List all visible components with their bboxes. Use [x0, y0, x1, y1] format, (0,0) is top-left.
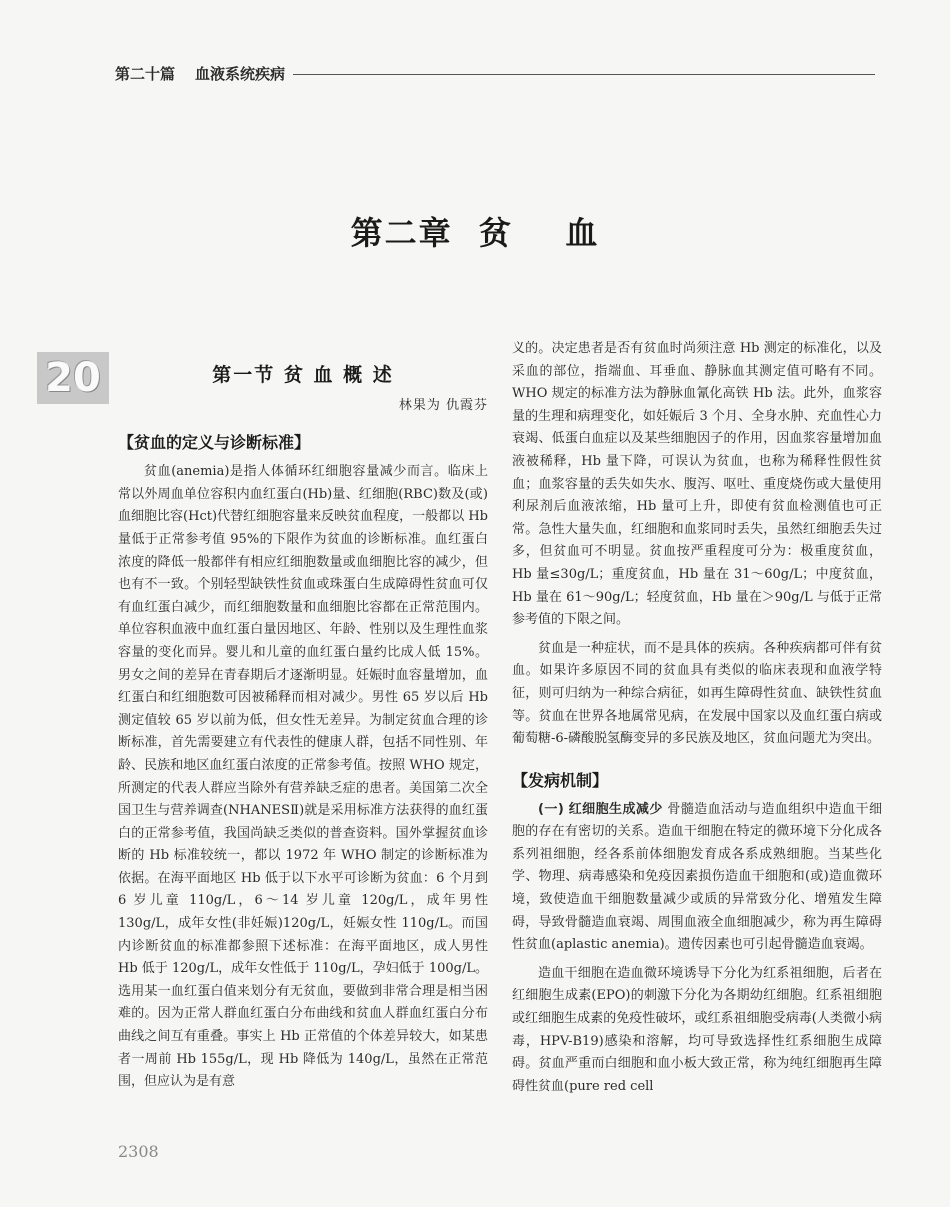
definition-continued-paragraph: 义的。决定患者是否有贫血时尚须注意 Hb 测定的标准化，以及采血的部位，指端血、耳垂血、静脉血其测定值可略有不同。WHO 规定的标准方法为静脉血氰化高铁 Hb 法。此外，血浆容量的生理和病理变化，如妊娠后 3 个月、全身水肿、充血性心力衰竭、低蛋白血症以及某些细胞因子的作用，因血浆容量增加血液被稀释，Hb 量下降，可误认为贫血，也称为稀释性假性贫血；血浆容量的丢失如失水、腹泻、呕吐、重度烧伤或大量使用利尿剂后血液浓缩，Hb 量可上升，即使有贫血检测值也可正常。急性大量失血，红细胞和血浆同时丢失，虽然红细胞丢失过多，但贫血可不明显。贫血按严重程度可分为：极重度贫血，Hb 量≤30g/L；重度贫血，Hb 量在 31～60g/L；中度贫血，Hb 量在 61～90g/L；轻度贫血，Hb 量在＞90g/L 与低于正常参考值的下限之间。 [512, 341, 882, 628]
chapter-number-tab [37, 352, 109, 404]
left-column [118, 338, 488, 1100]
mechanism-paragraph-1-text: 骨髓造血活动与造血组织中造血干细胞的存在有密切的关系。造血干细胞在特定的微环境下分化成各系列祖细胞，经各系前体细胞发育成各系成熟细胞。当某些化学、物理、病毒感染和免疫因素损伤造血干细胞和(或)造血微环境，致使造血干细胞数量减少或质的异常致分化、增殖发生障碍，导致骨髓造血衰竭、周围血液全血细胞减少，称为再生障碍性贫血(aplastic anemia)。遗传因素也可引起骨髓造血衰竭。 [512, 801, 882, 953]
running-head-part: 第二十篇 [115, 64, 176, 83]
section-authors: 林果为 仇霞芬 [398, 397, 488, 413]
anemia-symptom-paragraph: 贫血是一种症状，而不是具体的疾病。各种疾病都可伴有贫血。如果许多原因不同的贫血具有类似的临床表现和血液学特征，则可归纳为一种综合病征，如再生障碍性贫血、缺铁性贫血等。贫血在世界各地属常见病，在发展中国家以及血红蛋白病或葡萄糖-6-磷酸脱氢酶变异的多民族及地区，贫血问题尤为突出。 [512, 640, 882, 747]
mechanism-paragraph-2: 造血干细胞在造血微环境诱导下分化为红系祖细胞，后者在红细胞生成素(EPO)的刺激下分化为各期幼红细胞。红系祖细胞或红细胞生成素的免疫性破坏，或红系祖细胞受病毒(人类微小病毒，HPV-B19)感染和溶解，均可导致选择性红系细胞生成障碍。贫血严重而白细胞和血小板大致正常，称为纯红细胞再生障碍性贫血(pure red cell [512, 965, 882, 1094]
mechanism-paragraph-1 [512, 799, 882, 957]
chapter-title: 第二章 贫 血 [350, 214, 600, 252]
running-head [115, 62, 875, 84]
section-title: 第一节 贫 血 概 述 [212, 364, 394, 386]
right-column [512, 338, 882, 1104]
running-head-title: 血液系统疾病 [195, 64, 286, 83]
mechanism-subheading: (一) 红细胞生成减少 [538, 801, 663, 817]
page-number: 2308 [118, 1142, 159, 1161]
mechanism-heading: 【发病机制】 [512, 770, 609, 790]
definition-paragraph: 贫血(anemia)是指人体循环红细胞容量减少而言。临床上常以外周血单位容积内血红蛋白(Hb)量、红细胞(RBC)数及(或)血细胞比容(Hct)代替红细胞容量来反映贫血程度，一般都以 Hb 量低于正常参考值 95%的下限作为贫血的诊断标准。血红蛋白浓度的降低一般都伴有相应红细胞数量或血细胞比容的减少，但也有不一致。个别轻型缺铁性贫血或珠蛋白生成障碍性贫血可仅有血红蛋白减少，而红细胞数量和血细胞比容都在正常范围内。单位容积血液中血红蛋白量因地区、年龄、性别以及生理性血浆容量的变化而异。婴儿和儿童的血红蛋白量约比成人低 15%。男女之间的差异在青春期后才逐渐明显。妊娠时血容量增加，血红蛋白和红细胞数可因被稀释而相对减少。男性 65 岁以后 Hb 测定值较 65 岁以前为低，但女性无差异。为制定贫血合理的诊断标准，首先需要建立有代表性的健康人群，包括不同性别、年龄、民族和地区血红蛋白浓度的正常参考值。按照 WHO 规定，所测定的代表人群应当除外有营养缺乏症的患者。美国第二次全国卫生与营养调查(NHANESⅡ)就是采用标准方法获得的血红蛋白的正常参考值，我国尚缺乏类似的普查资料。国外掌握贫血诊断的 Hb 标准较统一，都以 1972 年 WHO 制定的诊断标准为依据。在海平面地区 Hb 低于以下水平可诊断为贫血：6 个月到 6 岁儿童 110g/L，6～14 岁儿童 120g/L，成年男性 130g/L，成年女性(非妊娠)120g/L，妊娠女性 110g/L。而国内诊断贫血的标准都参照下述标准：在海平面地区，成人男性 Hb 低于 120g/L，成年女性低于 110g/L，孕妇低于 100g/L。选用某一血红蛋白值来划分有无贫血，要做到非常合理是相当困难的。因为正常人群血红蛋白分布曲线和贫血人群血红蛋白分布曲线之间互有重叠。事实上 Hb 正常值的个体差异较大，如某患者一周前 Hb 155g/L，现 Hb 降低为 140g/L，虽然在正常范围，但应认为是有意 [118, 464, 488, 1090]
running-head-rule [293, 74, 875, 75]
chapter-number: 20 [45, 355, 101, 401]
definition-heading: 【贫血的定义与诊断标准】 [118, 433, 311, 453]
